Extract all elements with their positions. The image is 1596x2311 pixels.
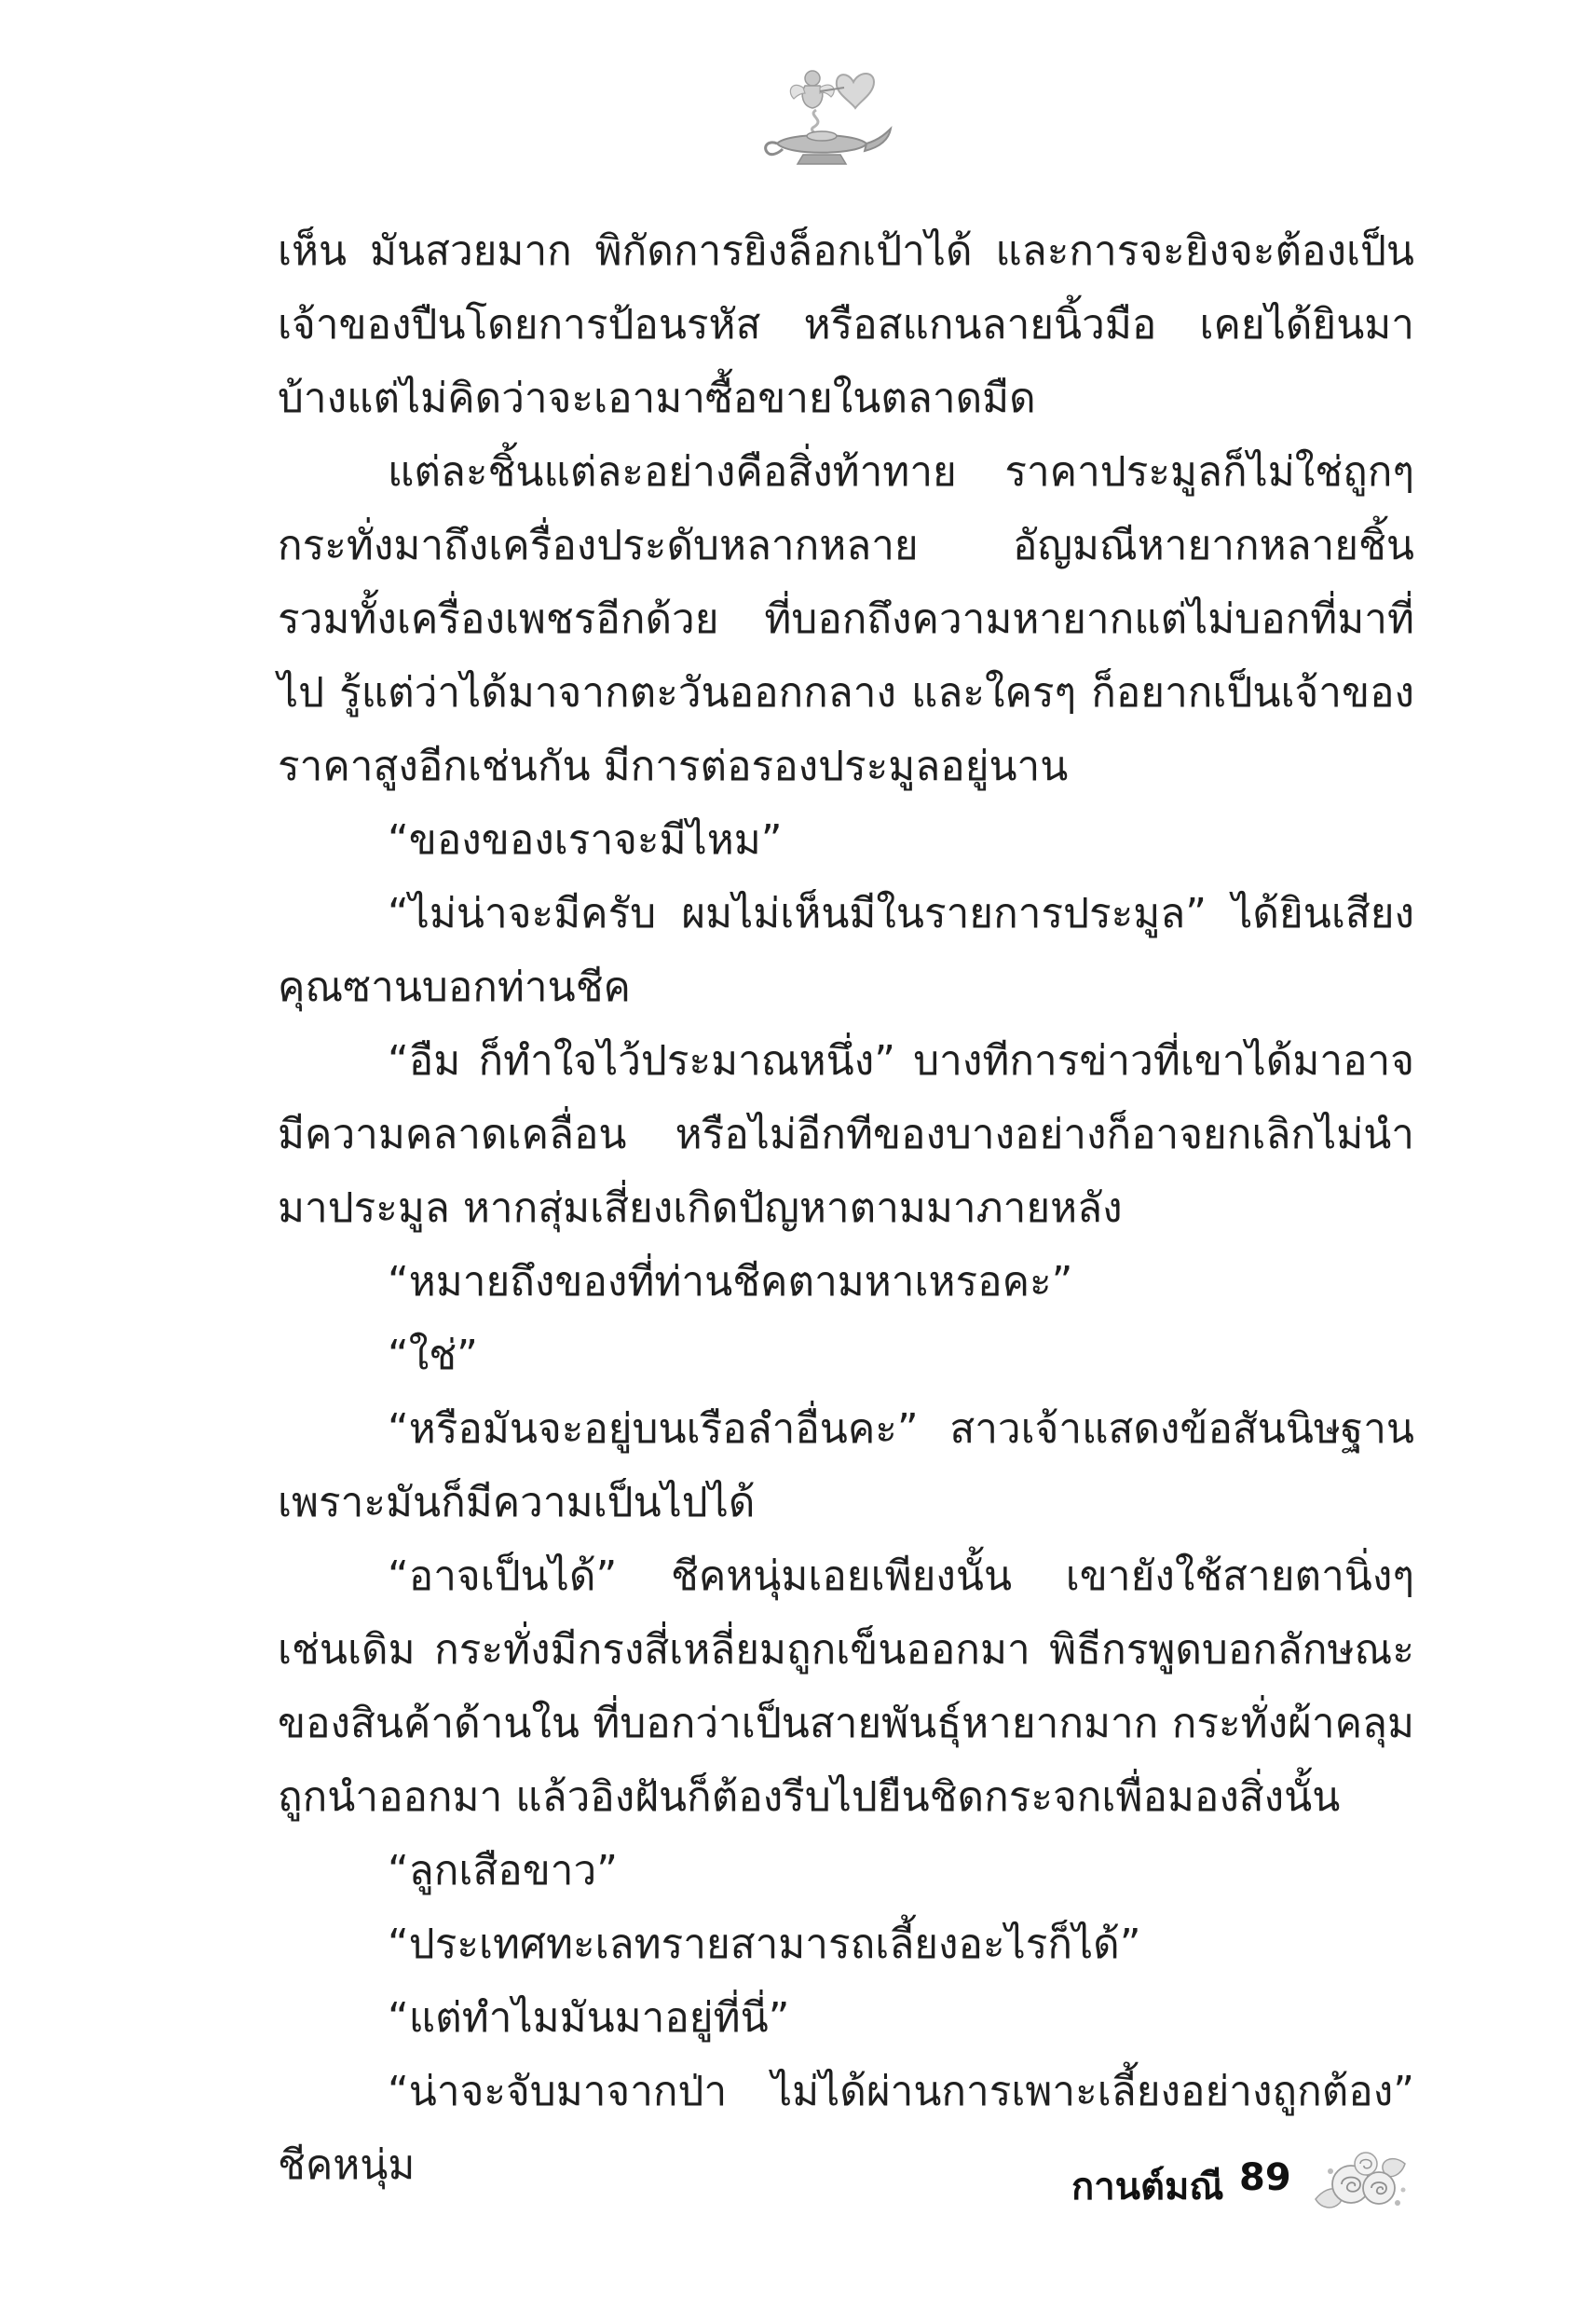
- paragraph: เห็น มันสวยมาก พิกัดการยิงล็อกเป้าได้ และการจะยิงจะต้องเป็นเจ้าของปืนโดยการป้อนรหัส หรือสแกนลายนิ้วมือ เคยได้ยินมาบ้างแต่ไม่คิดว่าจะเอามาซื้อขายในตลาดมืด: [278, 227, 1414, 422]
- body-text: [278, 214, 1414, 2202]
- paragraph: แต่ละชิ้นแต่ละอย่างคือสิ่งท้าทาย ราคาประมูลก็ไม่ใช่ถูกๆ กระทั่งมาถึงเครื่องประดับหลากหลาย อัญมณีหายากหลายชิ้น รวมทั้งเครื่องเพชรอีกด้วย ที่บอกถึงความหายากแต่ไม่บอกที่มาที่ไป รู้แต่ว่าได้มาจากตะวันออกกลาง และใครๆ ก็อยากเป็นเจ้าของ ราคาสูงอีกเช่นกัน มีการต่อรองประมูลอยู่นาน: [278, 448, 1414, 790]
- paragraph: “ลูกเสือขาว”: [388, 1847, 619, 1894]
- paragraph: “ของของเราจะมีไหม”: [388, 816, 783, 864]
- paragraph: “น่าจะจับมาจากป่า ไม่ได้ผ่านการเพาะเลี้ยงอย่างถูกต้อง” ชีคหนุ่ม: [278, 2068, 1414, 2189]
- paragraph: “หรือมันจะอยู่บนเรือลำอื่นคะ” สาวเจ้าแสดงข้อสันนิษฐาน เพราะมันก็มีความเป็นไปได้: [278, 1405, 1414, 1526]
- rose-ornament-icon: [1312, 2143, 1414, 2218]
- paragraph: “อืม ก็ทำใจไว้ประมาณหนึ่ง” บางทีการข่าวที่เขาได้มาอาจมีความคลาดเคลื่อน หรือไม่อีกทีของบางอย่างก็อาจยกเลิกไม่นำมาประมูล หากสุ่มเสี่ยงเกิดปัญหาตามมาภายหลัง: [278, 1037, 1414, 1232]
- paragraph: “แต่ทำไมมันมาอยู่ที่นี่”: [388, 1994, 790, 2042]
- paragraph: “ใช่”: [388, 1332, 478, 1379]
- page-footer: [1062, 2143, 1435, 2218]
- paragraph: “ไม่น่าจะมีครับ ผมไม่เห็นมีในรายการประมูล” ได้ยินเสียงคุณซานบอกท่านชีค: [278, 890, 1414, 1011]
- page-number: 89: [1239, 2156, 1291, 2199]
- paragraph: “หมายถึงของที่ท่านชีคตามหาเหรอคะ”: [388, 1258, 1073, 1306]
- paragraph: “อาจเป็นได้” ชีคหนุ่มเอยเพียงนั้น เขายังใช้สายตานิ่งๆ เช่นเดิม กระทั่งมีกรงสี่เหลี่ยมถูกเข็นออกมา พิธีกรพูดบอกลักษณะของสินค้าด้านใน ที่บอกว่าเป็นสายพันธุ์หายากมาก กระทั่งผ้าคลุมถูกนำออกมา แล้วอิงฝันก็ต้องรีบไปยืนชิดกระจกเพื่อมองสิ่งนั้น: [278, 1552, 1414, 1821]
- paragraph: “ประเทศทะเลทรายสามารถเลี้ยงอะไรก็ได้”: [388, 1921, 1141, 1968]
- book-title: กานต์มณี: [1071, 2166, 1224, 2208]
- magic-lamp-ornament-icon: [751, 54, 900, 175]
